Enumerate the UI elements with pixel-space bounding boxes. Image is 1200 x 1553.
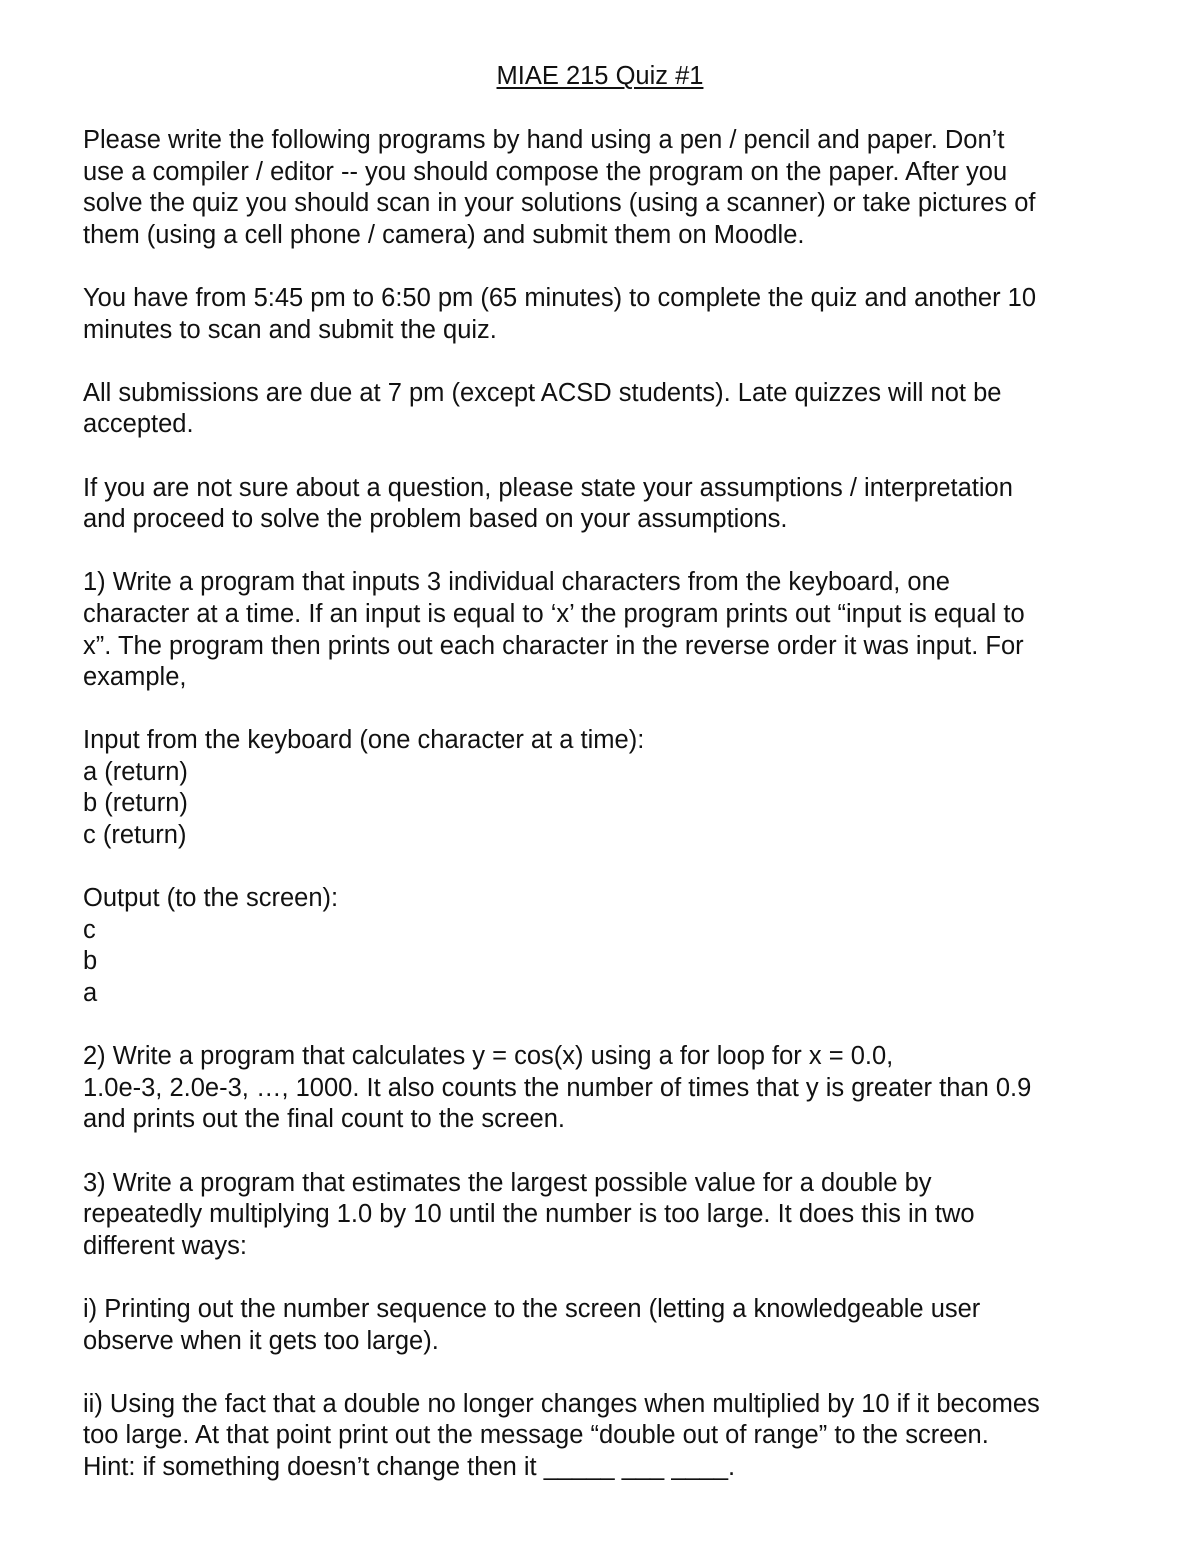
text-line: 1) Write a program that inputs 3 individual characters from the keyboard, one — [83, 568, 950, 597]
text-line: ii) Using the fact that a double no longer changes when multiplied by 10 if it becomes — [83, 1389, 1040, 1418]
text-line: different ways: — [83, 1231, 247, 1260]
output-line: b — [83, 947, 98, 976]
text-line: You have from 5:45 pm to 6:50 pm (65 minutes) to complete the quiz and another 10 — [83, 283, 1037, 312]
text-line: repeatedly multiplying 1.0 by 10 until the number is too large. It does this in two — [83, 1200, 975, 1229]
text-line: minutes to scan and submit the quiz. — [83, 315, 497, 344]
text-line: Hint: if something doesn’t change then it _____ ___ ____. — [83, 1452, 736, 1481]
text-line: character at a time. If an input is equal to ‘x’ the program prints out “input is equal to — [83, 599, 1025, 628]
text-line: 3) Write a program that estimates the largest possible value for a double by — [83, 1168, 932, 1197]
text-line: example, — [83, 663, 187, 692]
instruction-paragraph-3 — [83, 378, 1123, 441]
instruction-paragraph-1 — [83, 125, 1123, 251]
text-line: and prints out the final count to the screen. — [83, 1105, 565, 1134]
question-2-text — [83, 1041, 1123, 1136]
text-line: accepted. — [83, 410, 194, 439]
output-line: c — [83, 915, 96, 944]
text-line: x”. The program then prints out each character in the reverse order it was input. For — [83, 631, 1024, 660]
text-line: 2) Write a program that calculates y = cos(x) using a for loop for x = 0.0, — [83, 1042, 894, 1071]
question-1-input-example — [83, 725, 1123, 851]
question-1-text — [83, 567, 1123, 693]
text-line: too large. At that point print out the message “double out of range” to the screen. — [83, 1421, 989, 1450]
text-line: observe when it gets too large). — [83, 1326, 439, 1355]
output-heading: Output (to the screen): — [83, 884, 339, 913]
text-line: solve the quiz you should scan in your solutions (using a scanner) or take pictures of — [83, 189, 1036, 218]
instruction-paragraph-4 — [83, 473, 1123, 536]
page-title: MIAE 215 Quiz #1 — [496, 62, 704, 90]
input-line: b (return) — [83, 789, 188, 818]
input-line: a (return) — [83, 757, 188, 786]
text-line: Please write the following programs by hand using a pen / pencil and paper. Don’t — [83, 126, 1005, 154]
text-line: them (using a cell phone / camera) and submit them on Moodle. — [83, 220, 805, 249]
output-line: a — [83, 979, 98, 1008]
question-1-output-example — [83, 883, 1123, 1009]
text-line: and proceed to solve the problem based on your assumptions. — [83, 505, 788, 534]
text-line: i) Printing out the number sequence to the screen (letting a knowledgeable user — [83, 1294, 981, 1323]
instruction-paragraph-2 — [83, 283, 1123, 346]
input-heading: Input from the keyboard (one character at a time): — [83, 726, 645, 755]
text-line: If you are not sure about a question, please state your assumptions / interpretation — [83, 473, 1013, 502]
document-body — [83, 125, 1123, 1515]
text-line: 1.0e-3, 2.0e-3, …, 1000. It also counts the number of times that y is greater than 0.9 — [83, 1073, 1032, 1102]
text-line: use a compiler / editor -- you should compose the program on the paper. After you — [83, 157, 1008, 186]
input-line: c (return) — [83, 821, 187, 850]
question-3-part-ii — [83, 1389, 1123, 1484]
question-3-text — [83, 1168, 1123, 1263]
text-line: All submissions are due at 7 pm (except ACSD students). Late quizzes will not be — [83, 378, 1002, 407]
question-3-part-i — [83, 1294, 1123, 1357]
